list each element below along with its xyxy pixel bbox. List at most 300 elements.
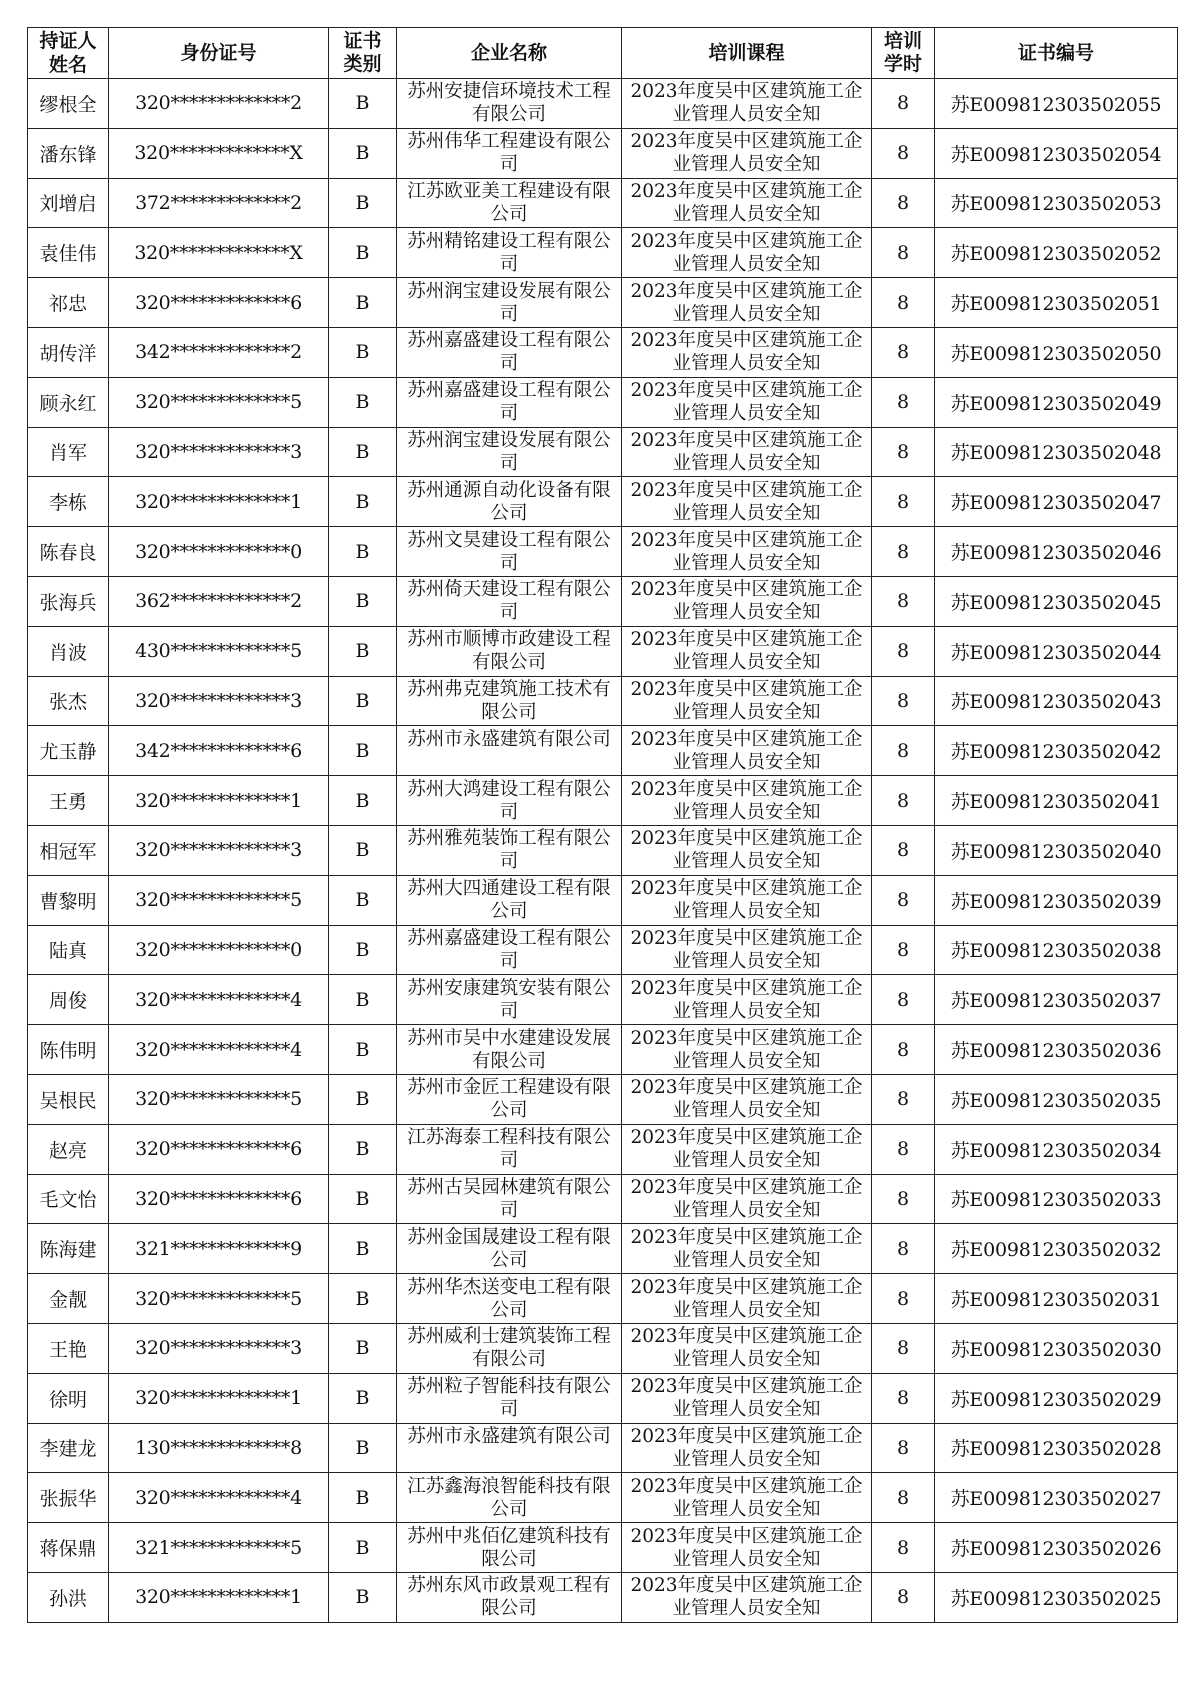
cert-category-cell: B: [329, 1174, 397, 1224]
training-hours-cell: 8: [872, 626, 935, 676]
training-hours-cell: 8: [872, 1523, 935, 1573]
table-row: [28, 1124, 1178, 1174]
id-number-cell: 320*************5: [109, 1274, 329, 1324]
company-name-cell-text: 苏州文昊建设工程有限公司: [407, 529, 611, 574]
cert-number-cell: 苏E009812303502035: [935, 1074, 1178, 1124]
training-course-cell: [622, 1423, 872, 1473]
training-course-cell: [622, 825, 872, 875]
training-hours-cell: 8: [872, 1572, 935, 1622]
training-hours-cell: 8: [872, 1323, 935, 1373]
header-cert-number: 证书编号: [935, 28, 1178, 79]
cert-number-cell: 苏E009812303502051: [935, 278, 1178, 328]
training-course-cell-text: 2023年度吴中区建筑施工企业管理人员安全知: [630, 1525, 863, 1570]
training-course-cell-text: 2023年度吴中区建筑施工企业管理人员安全知: [630, 1176, 863, 1221]
training-course-cell-text: 2023年度吴中区建筑施工企业管理人员安全知: [630, 131, 863, 176]
training-hours-cell: 8: [872, 1373, 935, 1423]
holder-name-cell: 张杰: [28, 676, 109, 726]
company-name-cell-text: 苏州市吴中水建建设发展有限公司: [407, 1027, 611, 1072]
cert-category-cell: B: [329, 1025, 397, 1075]
id-number-cell: 320*************4: [109, 975, 329, 1025]
cert-number-cell: 苏E009812303502044: [935, 626, 1178, 676]
company-name-cell-text: 苏州通源自动化设备有限公司: [407, 479, 611, 524]
cert-number-cell: 苏E009812303502048: [935, 427, 1178, 477]
table-row: [28, 925, 1178, 975]
id-number-cell: 320*************1: [109, 1373, 329, 1423]
table-row: [28, 327, 1178, 377]
training-course-cell-text: 2023年度吴中区建筑施工企业管理人员安全知: [630, 977, 863, 1022]
company-name-cell: [397, 925, 622, 975]
cert-number-cell: 苏E009812303502039: [935, 875, 1178, 925]
cert-number-cell: 苏E009812303502041: [935, 776, 1178, 826]
id-number-cell: 320*************3: [109, 1323, 329, 1373]
cert-number-cell: 苏E009812303502053: [935, 178, 1178, 228]
training-course-cell-text: 2023年度吴中区建筑施工企业管理人员安全知: [630, 629, 863, 674]
company-name-cell-text: 苏州精铭建设工程有限公司: [407, 230, 611, 275]
cert-number-cell: 苏E009812303502034: [935, 1124, 1178, 1174]
cert-number-cell: 苏E009812303502028: [935, 1423, 1178, 1473]
holder-name-cell: 赵亮: [28, 1124, 109, 1174]
table-row: [28, 576, 1178, 626]
holder-name-cell: 孙洪: [28, 1572, 109, 1622]
training-course-cell-text: 2023年度吴中区建筑施工企业管理人员安全知: [630, 280, 863, 325]
company-name-cell-text: 苏州古吴园林建筑有限公司: [407, 1176, 611, 1221]
training-course-cell: [622, 676, 872, 726]
company-name-cell-text: 苏州中兆佰亿建筑科技有限公司: [407, 1525, 611, 1570]
table-row: [28, 79, 1178, 129]
cert-number-cell: 苏E009812303502052: [935, 228, 1178, 278]
training-course-cell: [622, 1124, 872, 1174]
training-course-cell: [622, 79, 872, 129]
training-hours-cell: 8: [872, 178, 935, 228]
company-name-cell-text: 苏州倚天建设工程有限公司: [407, 579, 611, 624]
company-name-cell: [397, 1025, 622, 1075]
company-name-cell-text: 苏州安捷信环境技术工程有限公司: [407, 81, 611, 126]
id-number-cell: 320*************3: [109, 676, 329, 726]
training-hours-cell: 8: [872, 1274, 935, 1324]
training-course-cell-text: 2023年度吴中区建筑施工企业管理人员安全知: [630, 81, 863, 126]
company-name-cell-text: 苏州伟华工程建设有限公司: [407, 131, 611, 176]
cert-category-cell: B: [329, 676, 397, 726]
training-course-cell: [622, 228, 872, 278]
training-hours-cell: 8: [872, 676, 935, 726]
company-name-cell: [397, 1572, 622, 1622]
id-number-cell: 342*************2: [109, 327, 329, 377]
company-name-cell-text: 苏州市顺博市政建设工程有限公司: [407, 629, 611, 674]
header-cert-category: 证书类别: [329, 28, 397, 79]
company-name-cell-text: 苏州市永盛建筑有限公司: [407, 728, 611, 750]
company-name-cell: [397, 128, 622, 178]
table-row: [28, 377, 1178, 427]
training-course-cell-text: 2023年度吴中区建筑施工企业管理人员安全知: [630, 1326, 863, 1371]
cert-category-cell: B: [329, 1274, 397, 1324]
table-row: [28, 1025, 1178, 1075]
training-hours-cell: 8: [872, 726, 935, 776]
table-row: [28, 1074, 1178, 1124]
company-name-cell: [397, 626, 622, 676]
company-name-cell: [397, 1224, 622, 1274]
holder-name-cell: 肖军: [28, 427, 109, 477]
id-number-cell: 320*************0: [109, 527, 329, 577]
holder-name-cell: 王勇: [28, 776, 109, 826]
holder-name-cell: 缪根全: [28, 79, 109, 129]
cert-category-cell: B: [329, 477, 397, 527]
table-row: [28, 128, 1178, 178]
holder-name-cell: 毛文怡: [28, 1174, 109, 1224]
cert-number-cell: 苏E009812303502030: [935, 1323, 1178, 1373]
training-course-cell: [622, 178, 872, 228]
table-row: [28, 975, 1178, 1025]
company-name-cell: [397, 576, 622, 626]
training-course-cell: [622, 278, 872, 328]
company-name-cell-text: 苏州弗克建筑施工技术有限公司: [407, 678, 611, 723]
company-name-cell-text: 江苏欧亚美工程建设有限公司: [407, 180, 611, 225]
cert-category-cell: B: [329, 1124, 397, 1174]
cert-category-cell: B: [329, 726, 397, 776]
holder-name-cell: 祁忠: [28, 278, 109, 328]
training-course-cell-text: 2023年度吴中区建筑施工企业管理人员安全知: [630, 1276, 863, 1321]
header-holder-name: 持证人姓名: [28, 28, 109, 79]
company-name-cell: [397, 1274, 622, 1324]
company-name-cell: [397, 377, 622, 427]
id-number-cell: 320*************5: [109, 875, 329, 925]
cert-category-cell: B: [329, 228, 397, 278]
cert-category-cell: B: [329, 776, 397, 826]
id-number-cell: 342*************6: [109, 726, 329, 776]
company-name-cell-text: 苏州华杰送变电工程有限公司: [407, 1276, 611, 1321]
id-number-cell: 320*************X: [109, 228, 329, 278]
cert-number-cell: 苏E009812303502031: [935, 1274, 1178, 1324]
table-row: [28, 776, 1178, 826]
training-course-cell: [622, 1572, 872, 1622]
cert-number-cell: 苏E009812303502036: [935, 1025, 1178, 1075]
id-number-cell: 320*************5: [109, 377, 329, 427]
table-row: [28, 875, 1178, 925]
training-course-cell: [622, 1074, 872, 1124]
cert-category-cell: B: [329, 925, 397, 975]
cert-number-cell: 苏E009812303502046: [935, 527, 1178, 577]
cert-number-cell: 苏E009812303502045: [935, 576, 1178, 626]
training-course-cell: [622, 875, 872, 925]
cert-category-cell: B: [329, 975, 397, 1025]
training-course-cell-text: 2023年度吴中区建筑施工企业管理人员安全知: [630, 330, 863, 375]
id-number-cell: 320*************3: [109, 825, 329, 875]
cert-category-cell: B: [329, 327, 397, 377]
cert-category-cell: B: [329, 1074, 397, 1124]
training-course-cell-text: 2023年度吴中区建筑施工企业管理人员安全知: [630, 1027, 863, 1072]
table-row: [28, 527, 1178, 577]
training-course-cell-text: 2023年度吴中区建筑施工企业管理人员安全知: [630, 878, 863, 923]
company-name-cell: [397, 327, 622, 377]
training-course-cell-text: 2023年度吴中区建筑施工企业管理人员安全知: [630, 429, 863, 474]
training-course-cell: [622, 1473, 872, 1523]
certificate-list-page: [27, 27, 1177, 1623]
holder-name-cell: 陈伟明: [28, 1025, 109, 1075]
company-name-cell-text: 苏州润宝建设发展有限公司: [407, 280, 611, 325]
table-row: [28, 477, 1178, 527]
company-name-cell-text: 苏州市金匠工程建设有限公司: [407, 1077, 611, 1122]
holder-name-cell: 王艳: [28, 1323, 109, 1373]
training-hours-cell: 8: [872, 1124, 935, 1174]
training-course-cell-text: 2023年度吴中区建筑施工企业管理人员安全知: [630, 728, 863, 773]
company-name-cell-text: 苏州嘉盛建设工程有限公司: [407, 927, 611, 972]
holder-name-cell: 蒋保鼎: [28, 1523, 109, 1573]
table-row: [28, 1423, 1178, 1473]
table-row: [28, 676, 1178, 726]
company-name-cell-text: 苏州威利士建筑装饰工程有限公司: [407, 1326, 611, 1371]
training-hours-cell: 8: [872, 1174, 935, 1224]
cert-number-cell: 苏E009812303502025: [935, 1572, 1178, 1622]
id-number-cell: 320*************1: [109, 1572, 329, 1622]
id-number-cell: 130*************8: [109, 1423, 329, 1473]
training-course-cell: [622, 776, 872, 826]
training-course-cell-text: 2023年度吴中区建筑施工企业管理人员安全知: [630, 778, 863, 823]
training-course-cell: [622, 128, 872, 178]
training-hours-cell: 8: [872, 875, 935, 925]
holder-name-cell: 袁佳伟: [28, 228, 109, 278]
holder-name-cell: 徐明: [28, 1373, 109, 1423]
cert-category-cell: B: [329, 377, 397, 427]
table-row: [28, 626, 1178, 676]
table-row: [28, 228, 1178, 278]
table-row: [28, 1523, 1178, 1573]
training-hours-cell: 8: [872, 1074, 935, 1124]
cert-category-cell: B: [329, 427, 397, 477]
cert-number-cell: 苏E009812303502027: [935, 1473, 1178, 1523]
company-name-cell-text: 苏州嘉盛建设工程有限公司: [407, 380, 611, 425]
table-row: [28, 1572, 1178, 1622]
training-hours-cell: 8: [872, 327, 935, 377]
training-hours-cell: 8: [872, 477, 935, 527]
id-number-cell: 362*************2: [109, 576, 329, 626]
cert-number-cell: 苏E009812303502055: [935, 79, 1178, 129]
cert-number-cell: 苏E009812303502037: [935, 975, 1178, 1025]
cert-number-cell: 苏E009812303502043: [935, 676, 1178, 726]
table-header-row: [28, 28, 1178, 79]
cert-category-cell: B: [329, 278, 397, 328]
cert-category-cell: B: [329, 1373, 397, 1423]
id-number-cell: 320*************6: [109, 278, 329, 328]
holder-name-cell: 张振华: [28, 1473, 109, 1523]
header-training-course: 培训课程: [622, 28, 872, 79]
company-name-cell: [397, 1074, 622, 1124]
training-hours-cell: 8: [872, 79, 935, 129]
training-course-cell: [622, 576, 872, 626]
id-number-cell: 372*************2: [109, 178, 329, 228]
training-course-cell: [622, 726, 872, 776]
company-name-cell: [397, 1373, 622, 1423]
training-course-cell: [622, 1373, 872, 1423]
company-name-cell: [397, 278, 622, 328]
table-row: [28, 1473, 1178, 1523]
cert-category-cell: B: [329, 1224, 397, 1274]
training-hours-cell: 8: [872, 1224, 935, 1274]
training-course-cell-text: 2023年度吴中区建筑施工企业管理人员安全知: [630, 1226, 863, 1271]
id-number-cell: 321*************9: [109, 1224, 329, 1274]
company-name-cell-text: 江苏海泰工程科技有限公司: [407, 1127, 611, 1172]
training-course-cell-text: 2023年度吴中区建筑施工企业管理人员安全知: [630, 678, 863, 723]
training-hours-cell: 8: [872, 128, 935, 178]
table-row: [28, 726, 1178, 776]
company-name-cell: [397, 79, 622, 129]
training-course-cell-text: 2023年度吴中区建筑施工企业管理人员安全知: [630, 579, 863, 624]
training-course-cell: [622, 477, 872, 527]
cert-category-cell: B: [329, 825, 397, 875]
training-course-cell-text: 2023年度吴中区建筑施工企业管理人员安全知: [630, 828, 863, 873]
holder-name-cell: 曹黎明: [28, 875, 109, 925]
holder-name-cell: 潘东锋: [28, 128, 109, 178]
company-name-cell-text: 苏州粒子智能科技有限公司: [407, 1376, 611, 1421]
holder-name-cell: 李栋: [28, 477, 109, 527]
cert-category-cell: B: [329, 1523, 397, 1573]
id-number-cell: 320*************5: [109, 1074, 329, 1124]
training-course-cell: [622, 1523, 872, 1573]
header-id-number: 身份证号: [109, 28, 329, 79]
training-course-cell-text: 2023年度吴中区建筑施工企业管理人员安全知: [630, 230, 863, 275]
training-course-cell: [622, 1224, 872, 1274]
table-row: [28, 1274, 1178, 1324]
training-course-cell-text: 2023年度吴中区建筑施工企业管理人员安全知: [630, 1127, 863, 1172]
training-course-cell-text: 2023年度吴中区建筑施工企业管理人员安全知: [630, 1376, 863, 1421]
holder-name-cell: 吴根民: [28, 1074, 109, 1124]
table-row: [28, 825, 1178, 875]
id-number-cell: 430*************5: [109, 626, 329, 676]
id-number-cell: 320*************X: [109, 128, 329, 178]
company-name-cell-text: 苏州市永盛建筑有限公司: [407, 1425, 611, 1447]
certificate-table: [27, 27, 1178, 1623]
company-name-cell: [397, 776, 622, 826]
table-row: [28, 427, 1178, 477]
cert-category-cell: B: [329, 527, 397, 577]
header-company-name: 企业名称: [397, 28, 622, 79]
training-course-cell: [622, 1025, 872, 1075]
company-name-cell: [397, 1523, 622, 1573]
training-course-cell-text: 2023年度吴中区建筑施工企业管理人员安全知: [630, 1425, 863, 1470]
company-name-cell-text: 苏州雅苑装饰工程有限公司: [407, 828, 611, 873]
id-number-cell: 320*************1: [109, 776, 329, 826]
training-course-cell: [622, 626, 872, 676]
cert-number-cell: 苏E009812303502042: [935, 726, 1178, 776]
id-number-cell: 320*************1: [109, 477, 329, 527]
company-name-cell-text: 苏州嘉盛建设工程有限公司: [407, 330, 611, 375]
company-name-cell: [397, 1124, 622, 1174]
training-hours-cell: 8: [872, 1473, 935, 1523]
cert-number-cell: 苏E009812303502047: [935, 477, 1178, 527]
holder-name-cell: 张海兵: [28, 576, 109, 626]
training-course-cell-text: 2023年度吴中区建筑施工企业管理人员安全知: [630, 380, 863, 425]
training-hours-cell: 8: [872, 925, 935, 975]
holder-name-cell: 陆真: [28, 925, 109, 975]
id-number-cell: 320*************4: [109, 1473, 329, 1523]
company-name-cell: [397, 825, 622, 875]
company-name-cell: [397, 726, 622, 776]
company-name-cell-text: 苏州大四通建设工程有限公司: [407, 878, 611, 923]
table-row: [28, 1373, 1178, 1423]
training-hours-cell: 8: [872, 776, 935, 826]
company-name-cell-text: 苏州安康建筑安装有限公司: [407, 977, 611, 1022]
training-course-cell: [622, 925, 872, 975]
holder-name-cell: 陈春良: [28, 527, 109, 577]
training-course-cell: [622, 975, 872, 1025]
training-hours-cell: 8: [872, 228, 935, 278]
cert-category-cell: B: [329, 1323, 397, 1373]
header-training-hours: 培训学时: [872, 28, 935, 79]
company-name-cell-text: 苏州金国晟建设工程有限公司: [407, 1226, 611, 1271]
cert-category-cell: B: [329, 626, 397, 676]
training-hours-cell: 8: [872, 825, 935, 875]
training-course-cell-text: 2023年度吴中区建筑施工企业管理人员安全知: [630, 1475, 863, 1520]
holder-name-cell: 胡传洋: [28, 327, 109, 377]
holder-name-cell: 刘增启: [28, 178, 109, 228]
company-name-cell: [397, 427, 622, 477]
training-course-cell: [622, 427, 872, 477]
table-row: [28, 1174, 1178, 1224]
company-name-cell: [397, 527, 622, 577]
company-name-cell-text: 苏州东风市政景观工程有限公司: [407, 1575, 611, 1620]
cert-number-cell: 苏E009812303502029: [935, 1373, 1178, 1423]
company-name-cell: [397, 178, 622, 228]
id-number-cell: 320*************3: [109, 427, 329, 477]
holder-name-cell: 陈海建: [28, 1224, 109, 1274]
table-row: [28, 1224, 1178, 1274]
company-name-cell: [397, 477, 622, 527]
company-name-cell: [397, 676, 622, 726]
training-hours-cell: 8: [872, 576, 935, 626]
training-course-cell: [622, 377, 872, 427]
cert-category-cell: B: [329, 1423, 397, 1473]
id-number-cell: 321*************5: [109, 1523, 329, 1573]
training-course-cell: [622, 1274, 872, 1324]
training-course-cell: [622, 1323, 872, 1373]
training-course-cell: [622, 327, 872, 377]
training-course-cell-text: 2023年度吴中区建筑施工企业管理人员安全知: [630, 1077, 863, 1122]
table-row: [28, 278, 1178, 328]
cert-number-cell: 苏E009812303502033: [935, 1174, 1178, 1224]
cert-category-cell: B: [329, 1473, 397, 1523]
cert-number-cell: 苏E009812303502026: [935, 1523, 1178, 1573]
company-name-cell: [397, 1174, 622, 1224]
training-course-cell: [622, 527, 872, 577]
company-name-cell: [397, 1423, 622, 1473]
cert-category-cell: B: [329, 1572, 397, 1622]
training-hours-cell: 8: [872, 427, 935, 477]
cert-category-cell: B: [329, 128, 397, 178]
table-row: [28, 178, 1178, 228]
holder-name-cell: 周俊: [28, 975, 109, 1025]
cert-category-cell: B: [329, 79, 397, 129]
cert-category-cell: B: [329, 178, 397, 228]
table-row: [28, 1323, 1178, 1373]
training-course-cell: [622, 1174, 872, 1224]
cert-number-cell: 苏E009812303502050: [935, 327, 1178, 377]
cert-number-cell: 苏E009812303502032: [935, 1224, 1178, 1274]
holder-name-cell: 顾永红: [28, 377, 109, 427]
holder-name-cell: 相冠军: [28, 825, 109, 875]
company-name-cell: [397, 875, 622, 925]
training-course-cell-text: 2023年度吴中区建筑施工企业管理人员安全知: [630, 927, 863, 972]
company-name-cell: [397, 975, 622, 1025]
id-number-cell: 320*************2: [109, 79, 329, 129]
id-number-cell: 320*************6: [109, 1124, 329, 1174]
training-hours-cell: 8: [872, 975, 935, 1025]
training-hours-cell: 8: [872, 527, 935, 577]
cert-number-cell: 苏E009812303502054: [935, 128, 1178, 178]
holder-name-cell: 尤玉静: [28, 726, 109, 776]
company-name-cell: [397, 1473, 622, 1523]
company-name-cell: [397, 1323, 622, 1373]
company-name-cell-text: 江苏鑫海浪智能科技有限公司: [407, 1475, 611, 1520]
company-name-cell-text: 苏州润宝建设发展有限公司: [407, 429, 611, 474]
training-hours-cell: 8: [872, 1423, 935, 1473]
